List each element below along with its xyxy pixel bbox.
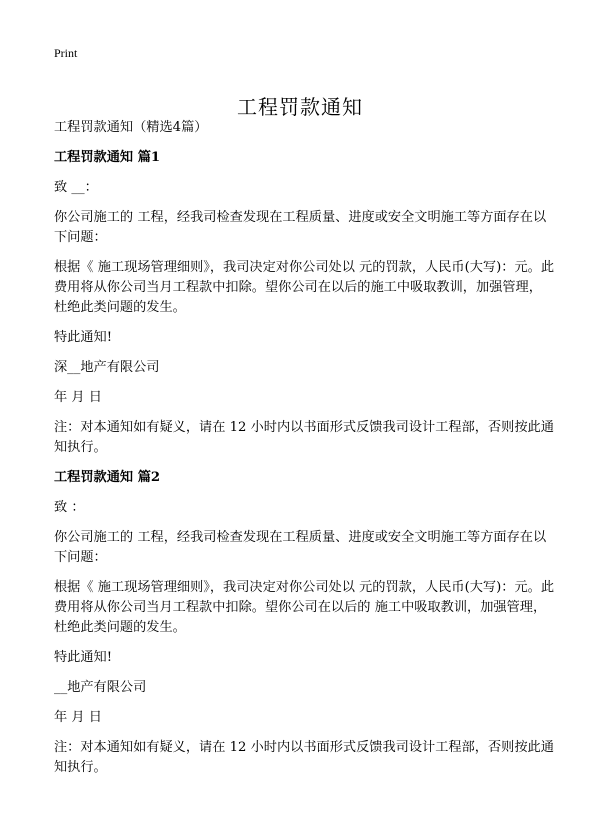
issue-paragraph: 你公司施工的 工程，经我司检查发现在工程质量、进度或安全文明施工等方面存在以下问题： (54, 210, 547, 245)
notice-section-2 (54, 468, 554, 778)
page-title: 工程罚款通知 (237, 95, 363, 120)
recipient-line: 致 ： (54, 500, 85, 515)
document-subtitle: 工程罚款通知（精选4篇） (54, 120, 208, 135)
notice-line: 特此通知! (54, 330, 113, 345)
date-line: 年 月 日 (54, 390, 102, 405)
company-line: __地产有限公司 (54, 680, 147, 695)
recipient-line: 致 __： (54, 180, 98, 195)
note-paragraph: 注：对本通知如有疑义，请在 12 小时内以书面形式反馈我司设计工程部，否则按此通知执行。 (54, 420, 554, 455)
print-label: Print (54, 46, 78, 60)
date-line: 年 月 日 (54, 710, 102, 725)
note-paragraph: 注：对本通知如有疑义，请在 12 小时内以书面形式反馈我司设计工程部，否则按此通知执行。 (54, 740, 554, 775)
company-line: 深__地产有限公司 (54, 360, 160, 375)
issue-paragraph: 你公司施工的 工程，经我司检查发现在工程质量、进度或安全文明施工等方面存在以下问题： (54, 530, 547, 565)
penalty-paragraph: 根据《 施工现场管理细则》，我司决定对你公司处以 元的罚款，人民币(大写)：元。此费用将从你公司当月工程款中扣除。望你公司在以后的 施工中吸取教训，加强管理，杜绝此类问题的发生。 (54, 580, 555, 635)
section-heading: 工程罚款通知 篇2 (54, 470, 161, 485)
penalty-paragraph: 根据《 施工现场管理细则》，我司决定对你公司处以 元的罚款，人民币(大写)：元。此费用将从你公司当月工程款中扣除。望你公司在以后的施工中吸取教训，加强管理，杜绝此类问题的发生。 (54, 260, 555, 315)
notice-section-1 (54, 148, 554, 458)
notice-line: 特此通知! (54, 650, 113, 665)
document-body (54, 118, 554, 788)
section-heading: 工程罚款通知 篇1 (54, 150, 161, 165)
